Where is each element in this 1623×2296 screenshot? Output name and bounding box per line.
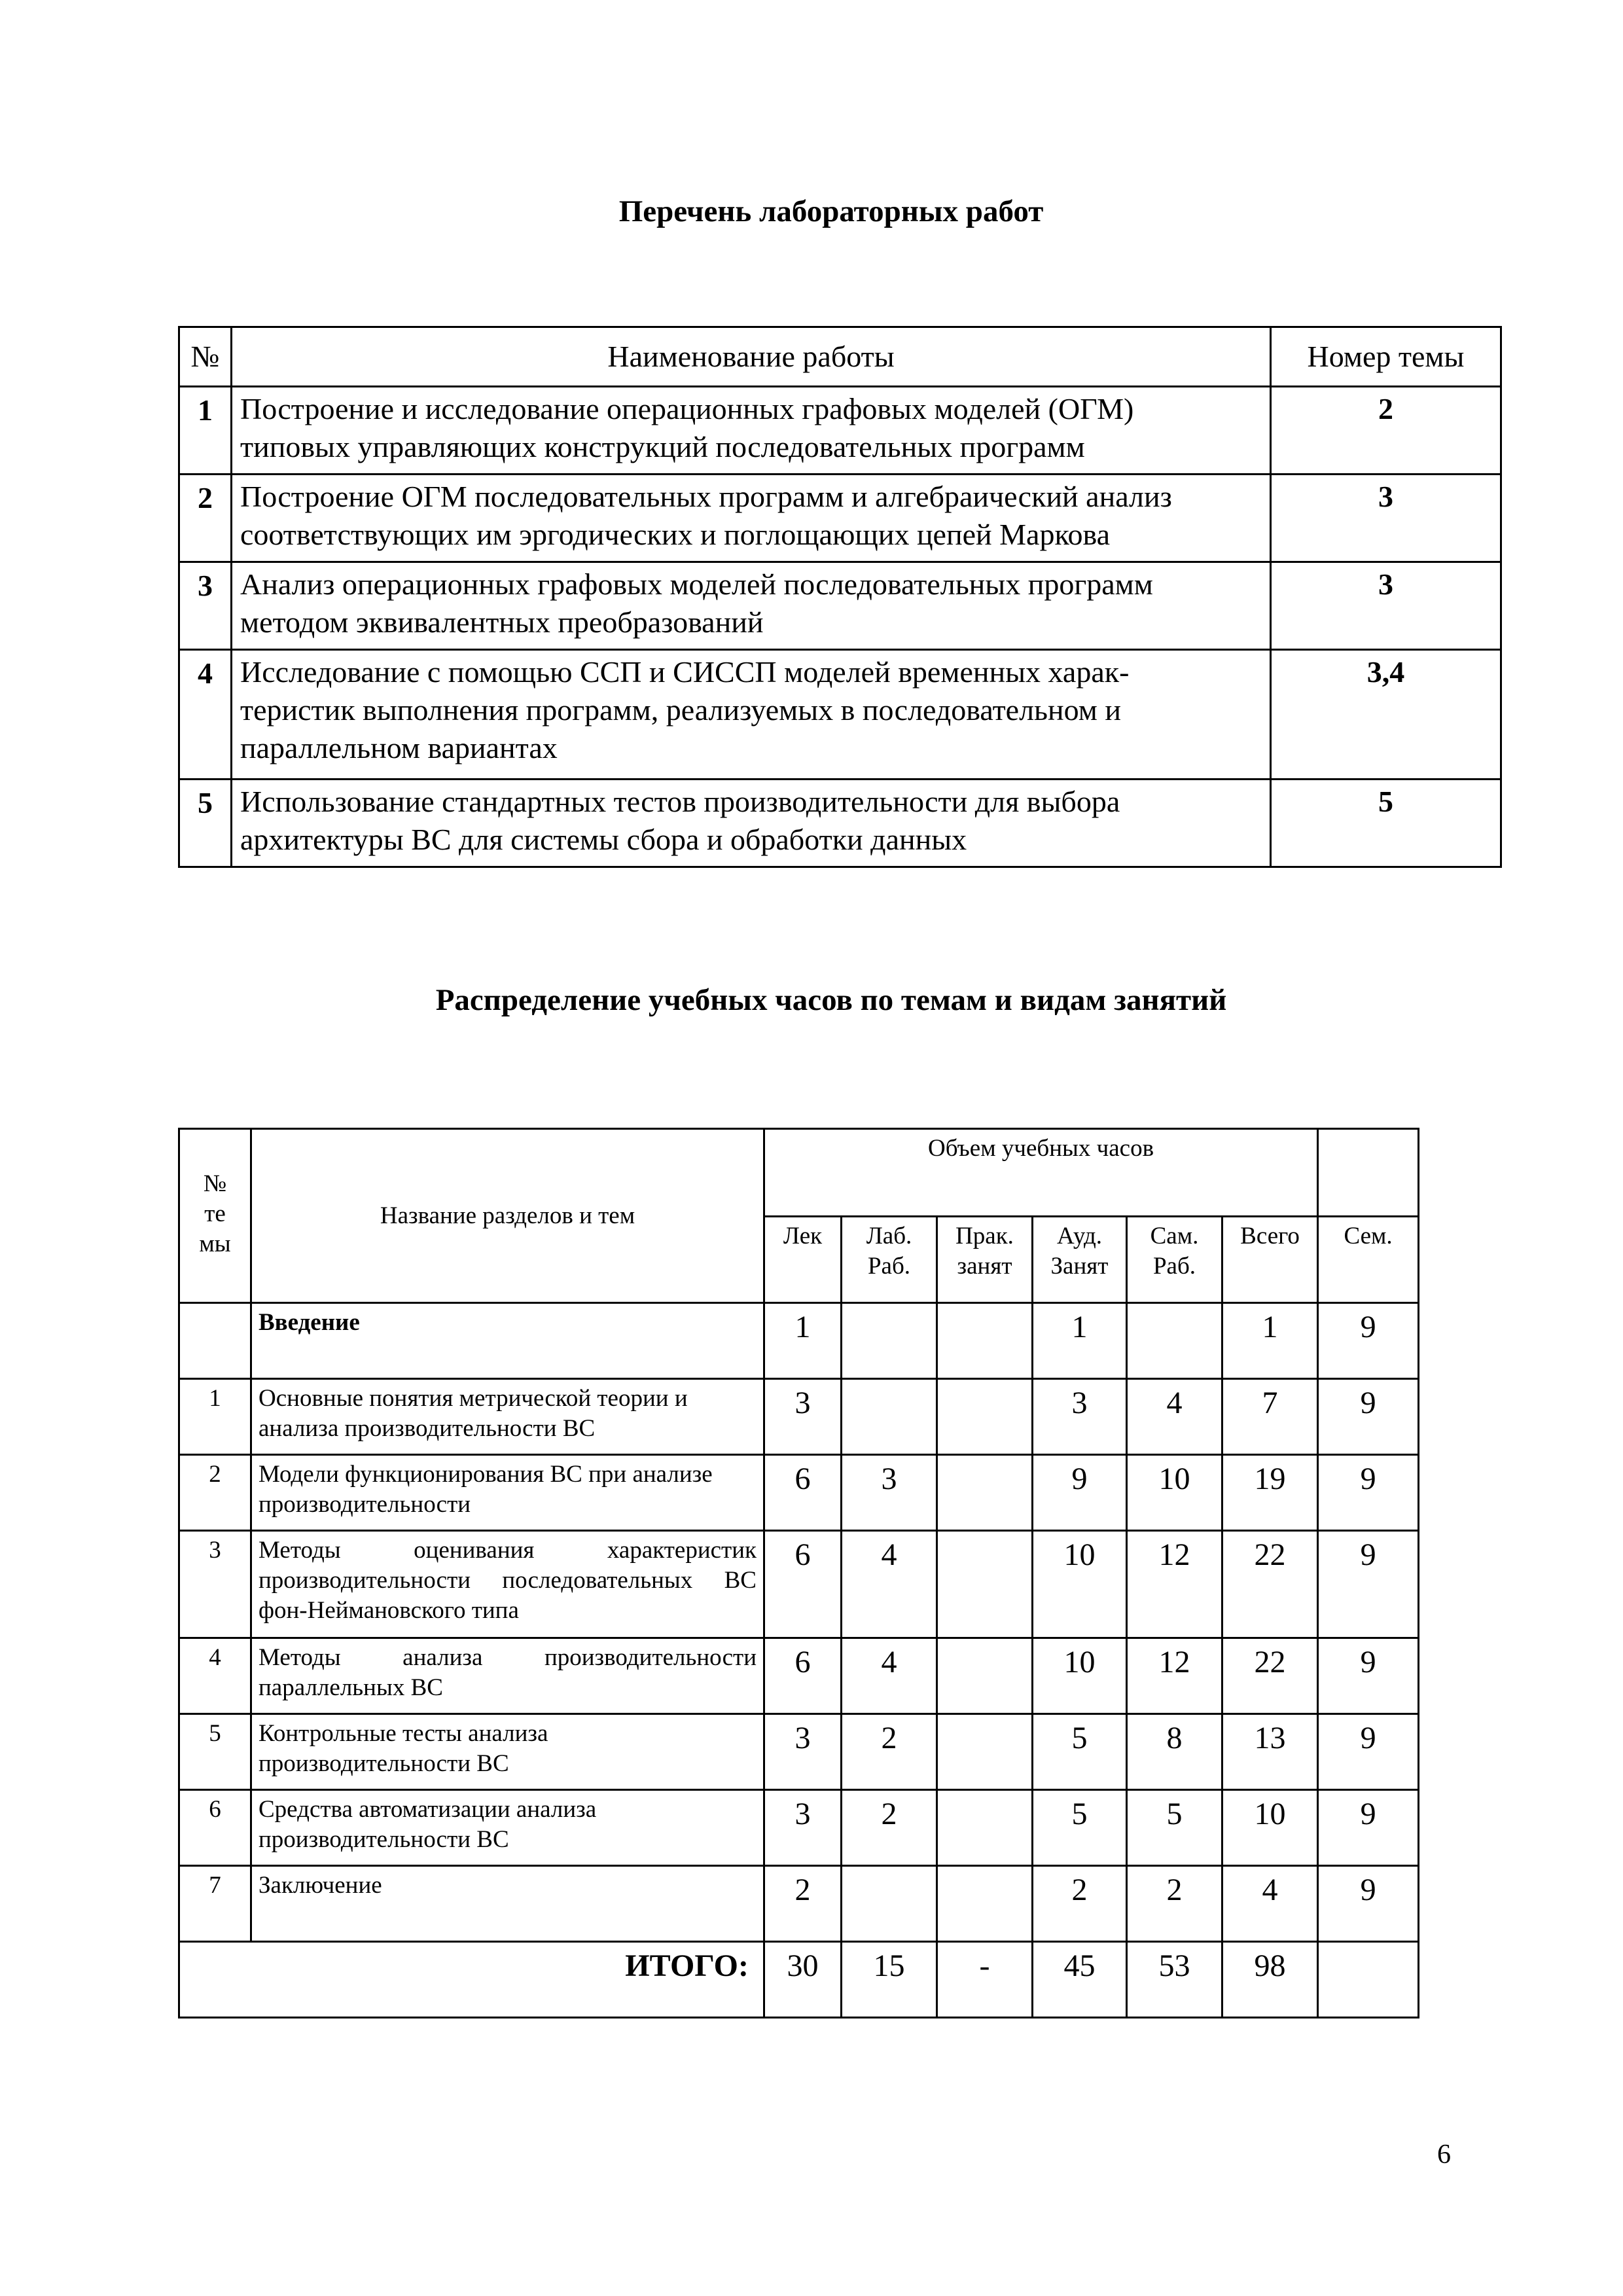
- cell-sam: 12: [1127, 1638, 1222, 1714]
- col-label: Лек: [783, 1223, 823, 1249]
- col-label: Прак.: [955, 1223, 1014, 1249]
- cell-aud: 10: [1033, 1531, 1127, 1638]
- lab-num: 2: [179, 475, 232, 562]
- lab-name-line: Построение ОГМ последовательных программ и алгебраический анализ: [240, 480, 1172, 513]
- topic-name: Контрольные тесты анализа производительности ВС: [251, 1714, 764, 1790]
- cell-lek: 3: [764, 1379, 842, 1455]
- table-row: [179, 1714, 1419, 1790]
- table-row: [179, 1638, 1419, 1714]
- col-aud: [1033, 1217, 1127, 1303]
- table-row: [179, 475, 1501, 562]
- cell-prak: [937, 1303, 1033, 1379]
- topic-num: 3: [179, 1531, 251, 1638]
- lab-name: [232, 562, 1271, 650]
- cell-aud: 10: [1033, 1638, 1127, 1714]
- lab-name-line: соответствующих им эргодических и поглощающих цепей Маркова: [240, 518, 1110, 551]
- cell-prak: [937, 1866, 1033, 1942]
- cell-sam: [1127, 1303, 1222, 1379]
- col-total: [1222, 1217, 1318, 1303]
- topic-num: 2: [179, 1455, 251, 1531]
- table-row: [179, 1531, 1419, 1638]
- cell-lab: 2: [842, 1790, 937, 1866]
- lab-topic: 3: [1271, 562, 1501, 650]
- labs-header-num: №: [179, 327, 232, 387]
- lab-name: [232, 387, 1271, 475]
- cell-aud: 5: [1033, 1714, 1127, 1790]
- cell-sem: 9: [1318, 1455, 1419, 1531]
- cell-total: 7: [1222, 1379, 1318, 1455]
- table-row: [179, 1866, 1419, 1942]
- col-label: занят: [957, 1253, 1012, 1280]
- topic-name: Модели функционирования ВС при анализе производительности: [251, 1455, 764, 1531]
- col-label: Раб.: [1152, 1253, 1196, 1280]
- total-prak: -: [937, 1942, 1033, 2018]
- total-total: 98: [1222, 1942, 1318, 2018]
- cell-aud: 1: [1033, 1303, 1127, 1379]
- lab-name-line: типовых управляющих конструкций последовательных программ: [240, 430, 1085, 463]
- lab-name-line: архитектуры ВС для системы сбора и обработки данных: [240, 823, 967, 856]
- topic-num: 7: [179, 1866, 251, 1942]
- col-sam: [1127, 1217, 1222, 1303]
- table-row: [179, 1303, 1419, 1379]
- cell-lab: [842, 1866, 937, 1942]
- cell-sem: 9: [1318, 1303, 1419, 1379]
- cell-lek: 3: [764, 1790, 842, 1866]
- cell-total: 22: [1222, 1638, 1318, 1714]
- lab-name: [232, 475, 1271, 562]
- table-row: [179, 650, 1501, 780]
- lab-num: 3: [179, 562, 232, 650]
- topic-name: Основные понятия метрической теории и анализа производительности ВС: [251, 1379, 764, 1455]
- cell-total: 22: [1222, 1531, 1318, 1638]
- hours-header-volume: Объем учебных часов: [764, 1129, 1318, 1217]
- col-label: Сем.: [1344, 1223, 1393, 1249]
- lab-num: 1: [179, 387, 232, 475]
- cell-prak: [937, 1455, 1033, 1531]
- cell-total: 4: [1222, 1866, 1318, 1942]
- cell-sam: 8: [1127, 1714, 1222, 1790]
- lab-name-line: теристик выполнения программ, реализуемых в последовательном и: [240, 693, 1121, 726]
- col-lek: [764, 1217, 842, 1303]
- lab-topic: 3,4: [1271, 650, 1501, 780]
- topic-name: Введение: [251, 1303, 764, 1379]
- cell-sem: 9: [1318, 1790, 1419, 1866]
- cell-sam: 5: [1127, 1790, 1222, 1866]
- table-row: [179, 780, 1501, 867]
- cell-prak: [937, 1638, 1033, 1714]
- topic-num: 1: [179, 1379, 251, 1455]
- cell-aud: 3: [1033, 1379, 1127, 1455]
- labs-header-name: Наименование работы: [232, 327, 1271, 387]
- total-label: ИТОГО:: [179, 1942, 764, 2018]
- total-lek: 30: [764, 1942, 842, 2018]
- cell-sam: 2: [1127, 1866, 1222, 1942]
- topic-num: 6: [179, 1790, 251, 1866]
- hours-header-name: Название разделов и тем: [251, 1129, 764, 1303]
- col-lab: [842, 1217, 937, 1303]
- col-label: Лаб.: [866, 1223, 912, 1249]
- cell-lab: 4: [842, 1638, 937, 1714]
- cell-sem: 9: [1318, 1866, 1419, 1942]
- hours-header-empty: [1318, 1129, 1419, 1217]
- lab-name-line: Анализ операционных графовых моделей последовательных программ: [240, 567, 1153, 601]
- topic-num: 4: [179, 1638, 251, 1714]
- total-lab: 15: [842, 1942, 937, 2018]
- lab-topic: 2: [1271, 387, 1501, 475]
- cell-sam: 12: [1127, 1531, 1222, 1638]
- table-row: [179, 1790, 1419, 1866]
- lab-topic: 3: [1271, 475, 1501, 562]
- cell-lab: 3: [842, 1455, 937, 1531]
- cell-prak: [937, 1379, 1033, 1455]
- topic-name: Средства автоматизации анализа производительности ВС: [251, 1790, 764, 1866]
- cell-lab: 2: [842, 1714, 937, 1790]
- col-label: Всего: [1240, 1223, 1300, 1249]
- lab-name-line: Использование стандартных тестов производительности для выбора: [240, 785, 1120, 818]
- lab-name-line: Исследование с помощью ССП и СИССП моделей временных харак-: [240, 655, 1130, 689]
- cell-total: 10: [1222, 1790, 1318, 1866]
- table-row: [179, 1379, 1419, 1455]
- cell-lek: 2: [764, 1866, 842, 1942]
- cell-lab: [842, 1379, 937, 1455]
- labs-header-topic: Номер темы: [1271, 327, 1501, 387]
- table-row: [179, 1455, 1419, 1531]
- total-sam: 53: [1127, 1942, 1222, 2018]
- cell-prak: [937, 1714, 1033, 1790]
- labs-table: [178, 326, 1502, 868]
- lab-name: [232, 780, 1271, 867]
- cell-prak: [937, 1531, 1033, 1638]
- lab-topic: 5: [1271, 780, 1501, 867]
- cell-lab: 4: [842, 1531, 937, 1638]
- topic-name: Заключение: [251, 1866, 764, 1942]
- labs-title: Перечень лабораторных работ: [618, 194, 1044, 228]
- col-label: Ауд.: [1056, 1223, 1103, 1249]
- table-row: [179, 387, 1501, 475]
- total-row: [179, 1942, 1419, 2018]
- col-label: Раб.: [867, 1253, 911, 1280]
- cell-lek: 6: [764, 1531, 842, 1638]
- table-row: [179, 562, 1501, 650]
- col-prak: [937, 1217, 1033, 1303]
- cell-sem: 9: [1318, 1714, 1419, 1790]
- cell-total: 1: [1222, 1303, 1318, 1379]
- cell-aud: 9: [1033, 1455, 1127, 1531]
- cell-lab: [842, 1303, 937, 1379]
- hours-table: [178, 1128, 1419, 2018]
- lab-name-line: методом эквивалентных преобразований: [240, 605, 764, 639]
- hours-header-num-line: мы: [199, 1230, 231, 1257]
- cell-lek: 1: [764, 1303, 842, 1379]
- hours-title: Распределение учебных часов по темам и видам занятий: [435, 983, 1227, 1017]
- total-sem: [1318, 1942, 1419, 2018]
- cell-prak: [937, 1790, 1033, 1866]
- cell-lek: 3: [764, 1714, 842, 1790]
- hours-header-num: [179, 1129, 251, 1303]
- cell-aud: 5: [1033, 1790, 1127, 1866]
- col-label: Сам.: [1150, 1223, 1199, 1249]
- page-number: 6: [1437, 2140, 1451, 2170]
- topic-name: Методы анализа производительности параллельных ВС: [251, 1638, 764, 1714]
- hours-header-row: [179, 1129, 1419, 1217]
- topic-num: 5: [179, 1714, 251, 1790]
- cell-sam: 4: [1127, 1379, 1222, 1455]
- total-aud: 45: [1033, 1942, 1127, 2018]
- hours-header-num-line: те: [204, 1200, 226, 1227]
- col-label: Занят: [1050, 1253, 1109, 1280]
- cell-lek: 6: [764, 1455, 842, 1531]
- cell-sem: 9: [1318, 1638, 1419, 1714]
- cell-total: 19: [1222, 1455, 1318, 1531]
- col-sem: [1318, 1217, 1419, 1303]
- lab-num: 4: [179, 650, 232, 780]
- cell-sem: 9: [1318, 1531, 1419, 1638]
- lab-name: [232, 650, 1271, 780]
- lab-num: 5: [179, 780, 232, 867]
- lab-name-line: Построение и исследование операционных графовых моделей (ОГМ): [240, 392, 1134, 425]
- lab-name-line: параллельном вариантах: [240, 731, 558, 764]
- labs-header-row: [179, 327, 1501, 387]
- cell-sam: 10: [1127, 1455, 1222, 1531]
- topic-name: Методы оценивания характеристик производительности последовательных ВС фон-Неймановского типа: [251, 1531, 764, 1638]
- cell-sem: 9: [1318, 1379, 1419, 1455]
- hours-header-num-line: №: [203, 1170, 227, 1197]
- topic-num: [179, 1303, 251, 1379]
- cell-aud: 2: [1033, 1866, 1127, 1942]
- cell-total: 13: [1222, 1714, 1318, 1790]
- cell-lek: 6: [764, 1638, 842, 1714]
